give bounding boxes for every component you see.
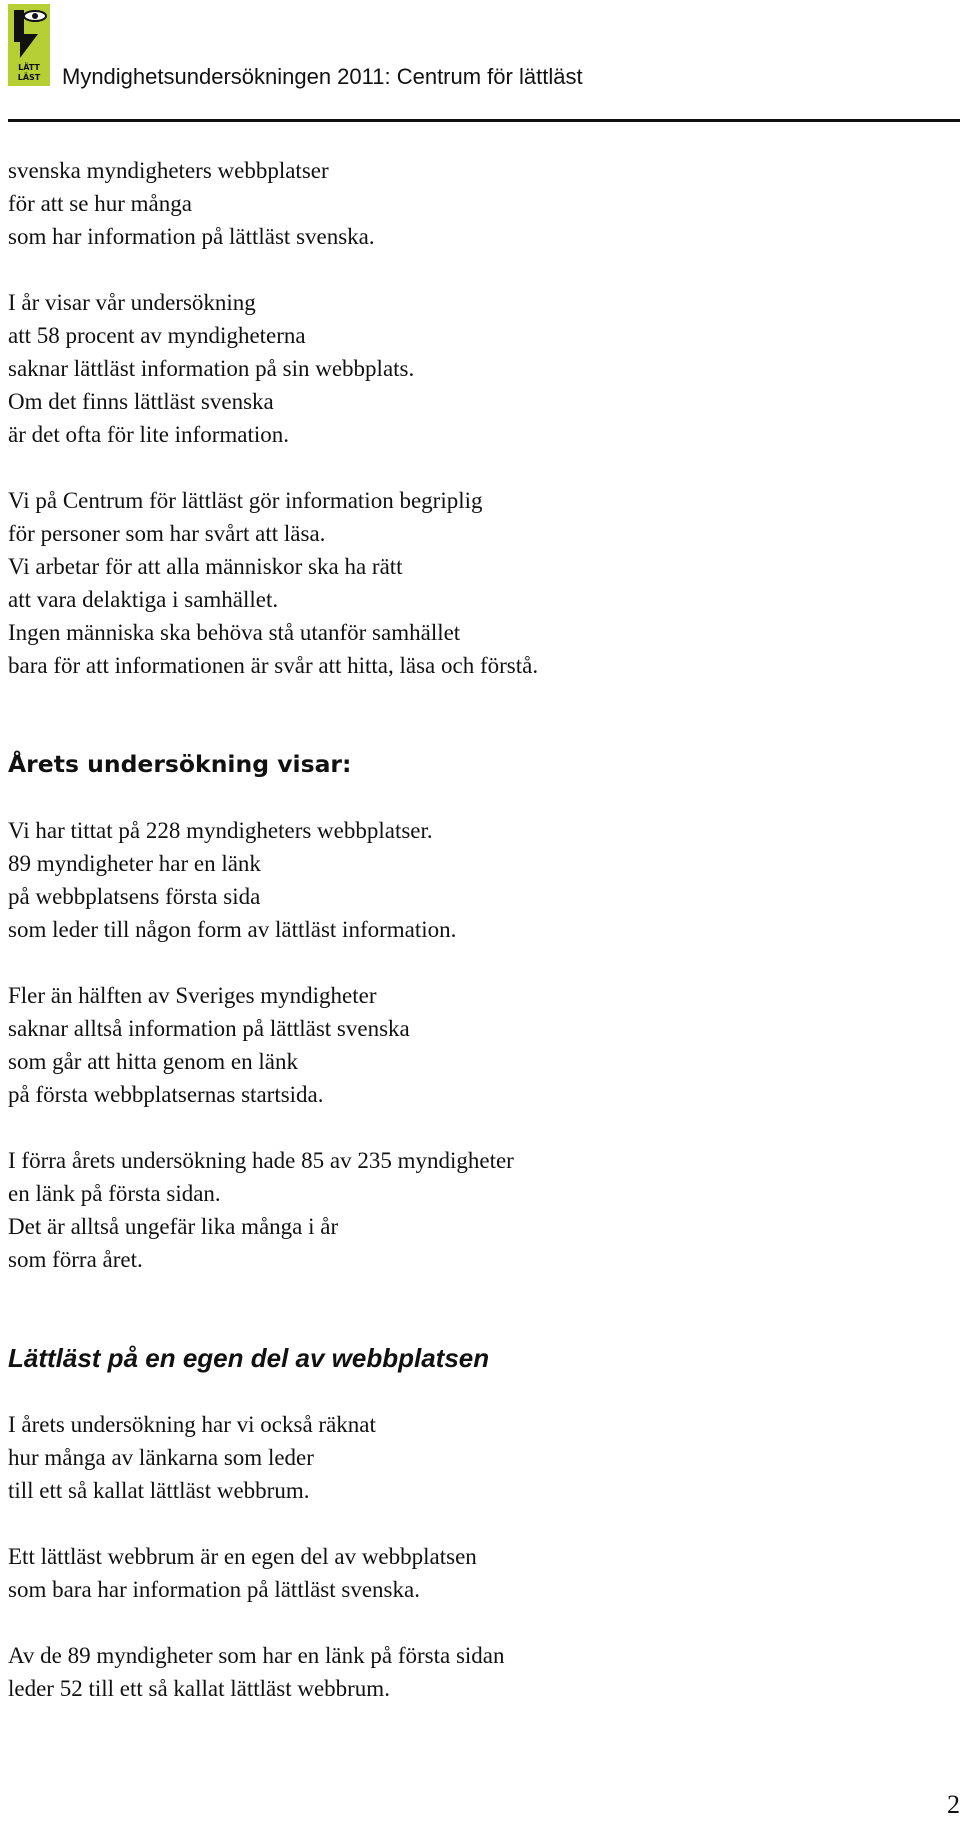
text-line: för personer som har svårt att läsa.: [8, 521, 326, 546]
text-line: Vi på Centrum för lättläst gör information begriplig: [8, 488, 483, 513]
text-line: I årets undersökning har vi också räknat: [8, 1412, 376, 1437]
text-line: Det är alltså ungefär lika många i år: [8, 1214, 339, 1239]
text-line: är det ofta för lite information.: [8, 422, 290, 447]
text-line: att vara delaktiga i samhället.: [8, 587, 279, 612]
survey-paragraph-1: [8, 814, 948, 946]
survey-paragraph-2: [8, 979, 948, 1111]
text-line: Fler än hälften av Sveriges myndigheter: [8, 983, 377, 1008]
page-header: [0, 0, 960, 122]
svg-text:LÄTT: LÄTT: [18, 63, 40, 72]
text-line: Ingen människa ska behöva stå utanför samhället: [8, 620, 461, 645]
text-line: Av de 89 myndigheter som har en länk på första sidan: [8, 1643, 505, 1668]
text-line: för att se hur många: [8, 191, 192, 216]
text-line: leder 52 till ett så kallat lättläst webbrum.: [8, 1676, 390, 1701]
document-body: [8, 154, 948, 1738]
text-line: Vi har tittat på 228 myndigheters webbplatser.: [8, 818, 433, 843]
text-line: Vi arbetar för att alla människor ska ha rätt: [8, 554, 403, 579]
lattlast-logo-icon: [8, 4, 50, 86]
text-line: svenska myndigheters webbplatser: [8, 158, 329, 183]
mission-paragraph: [8, 484, 948, 682]
text-line: saknar alltså information på lättläst svenska: [8, 1016, 410, 1041]
text-line: saknar lättläst information på sin webbplats.: [8, 356, 415, 381]
text-line: bara för att informationen är svår att hitta, läsa och förstå.: [8, 653, 539, 678]
intro-paragraph: [8, 154, 948, 253]
text-line: som går att hitta genom en länk: [8, 1049, 298, 1074]
text-line: på webbplatsens första sida: [8, 884, 261, 909]
text-line: en länk på första sidan.: [8, 1181, 221, 1206]
text-line: som förra året.: [8, 1247, 143, 1272]
text-line: I förra årets undersökning hade 85 av 235 myndigheter: [8, 1148, 514, 1173]
webbrum-paragraph-3: [8, 1639, 948, 1705]
webbrum-paragraph-1: [8, 1408, 948, 1507]
text-line: hur många av länkarna som leder: [8, 1445, 314, 1470]
survey-paragraph-3: [8, 1144, 948, 1276]
header-divider: [8, 119, 960, 122]
page-number: 2: [947, 1790, 960, 1819]
header-title: Myndighetsundersökningen 2011: Centrum för lättläst: [62, 64, 583, 89]
text-line: Om det finns lättläst svenska: [8, 389, 274, 414]
text-line: på första webbplatsernas startsida.: [8, 1082, 324, 1107]
text-line: Ett lättläst webbrum är en egen del av webbplatsen: [8, 1544, 477, 1569]
text-line: som leder till någon form av lättläst information.: [8, 917, 457, 942]
text-line: I år visar vår undersökning: [8, 290, 256, 315]
text-line: till ett så kallat lättläst webbrum.: [8, 1478, 310, 1503]
findings-paragraph: [8, 286, 948, 451]
section-heading-survey: Årets undersökning visar:: [8, 750, 352, 778]
text-line: att 58 procent av myndigheterna: [8, 323, 306, 348]
text-line: 89 myndigheter har en länk: [8, 851, 261, 876]
section-heading-webbrum: Lättläst på en egen del av webbplatsen: [8, 1343, 490, 1373]
webbrum-paragraph-2: [8, 1540, 948, 1606]
text-line: som bara har information på lättläst svenska.: [8, 1577, 420, 1602]
svg-text:LÄST: LÄST: [17, 73, 41, 82]
text-line: som har information på lättläst svenska.: [8, 224, 375, 249]
